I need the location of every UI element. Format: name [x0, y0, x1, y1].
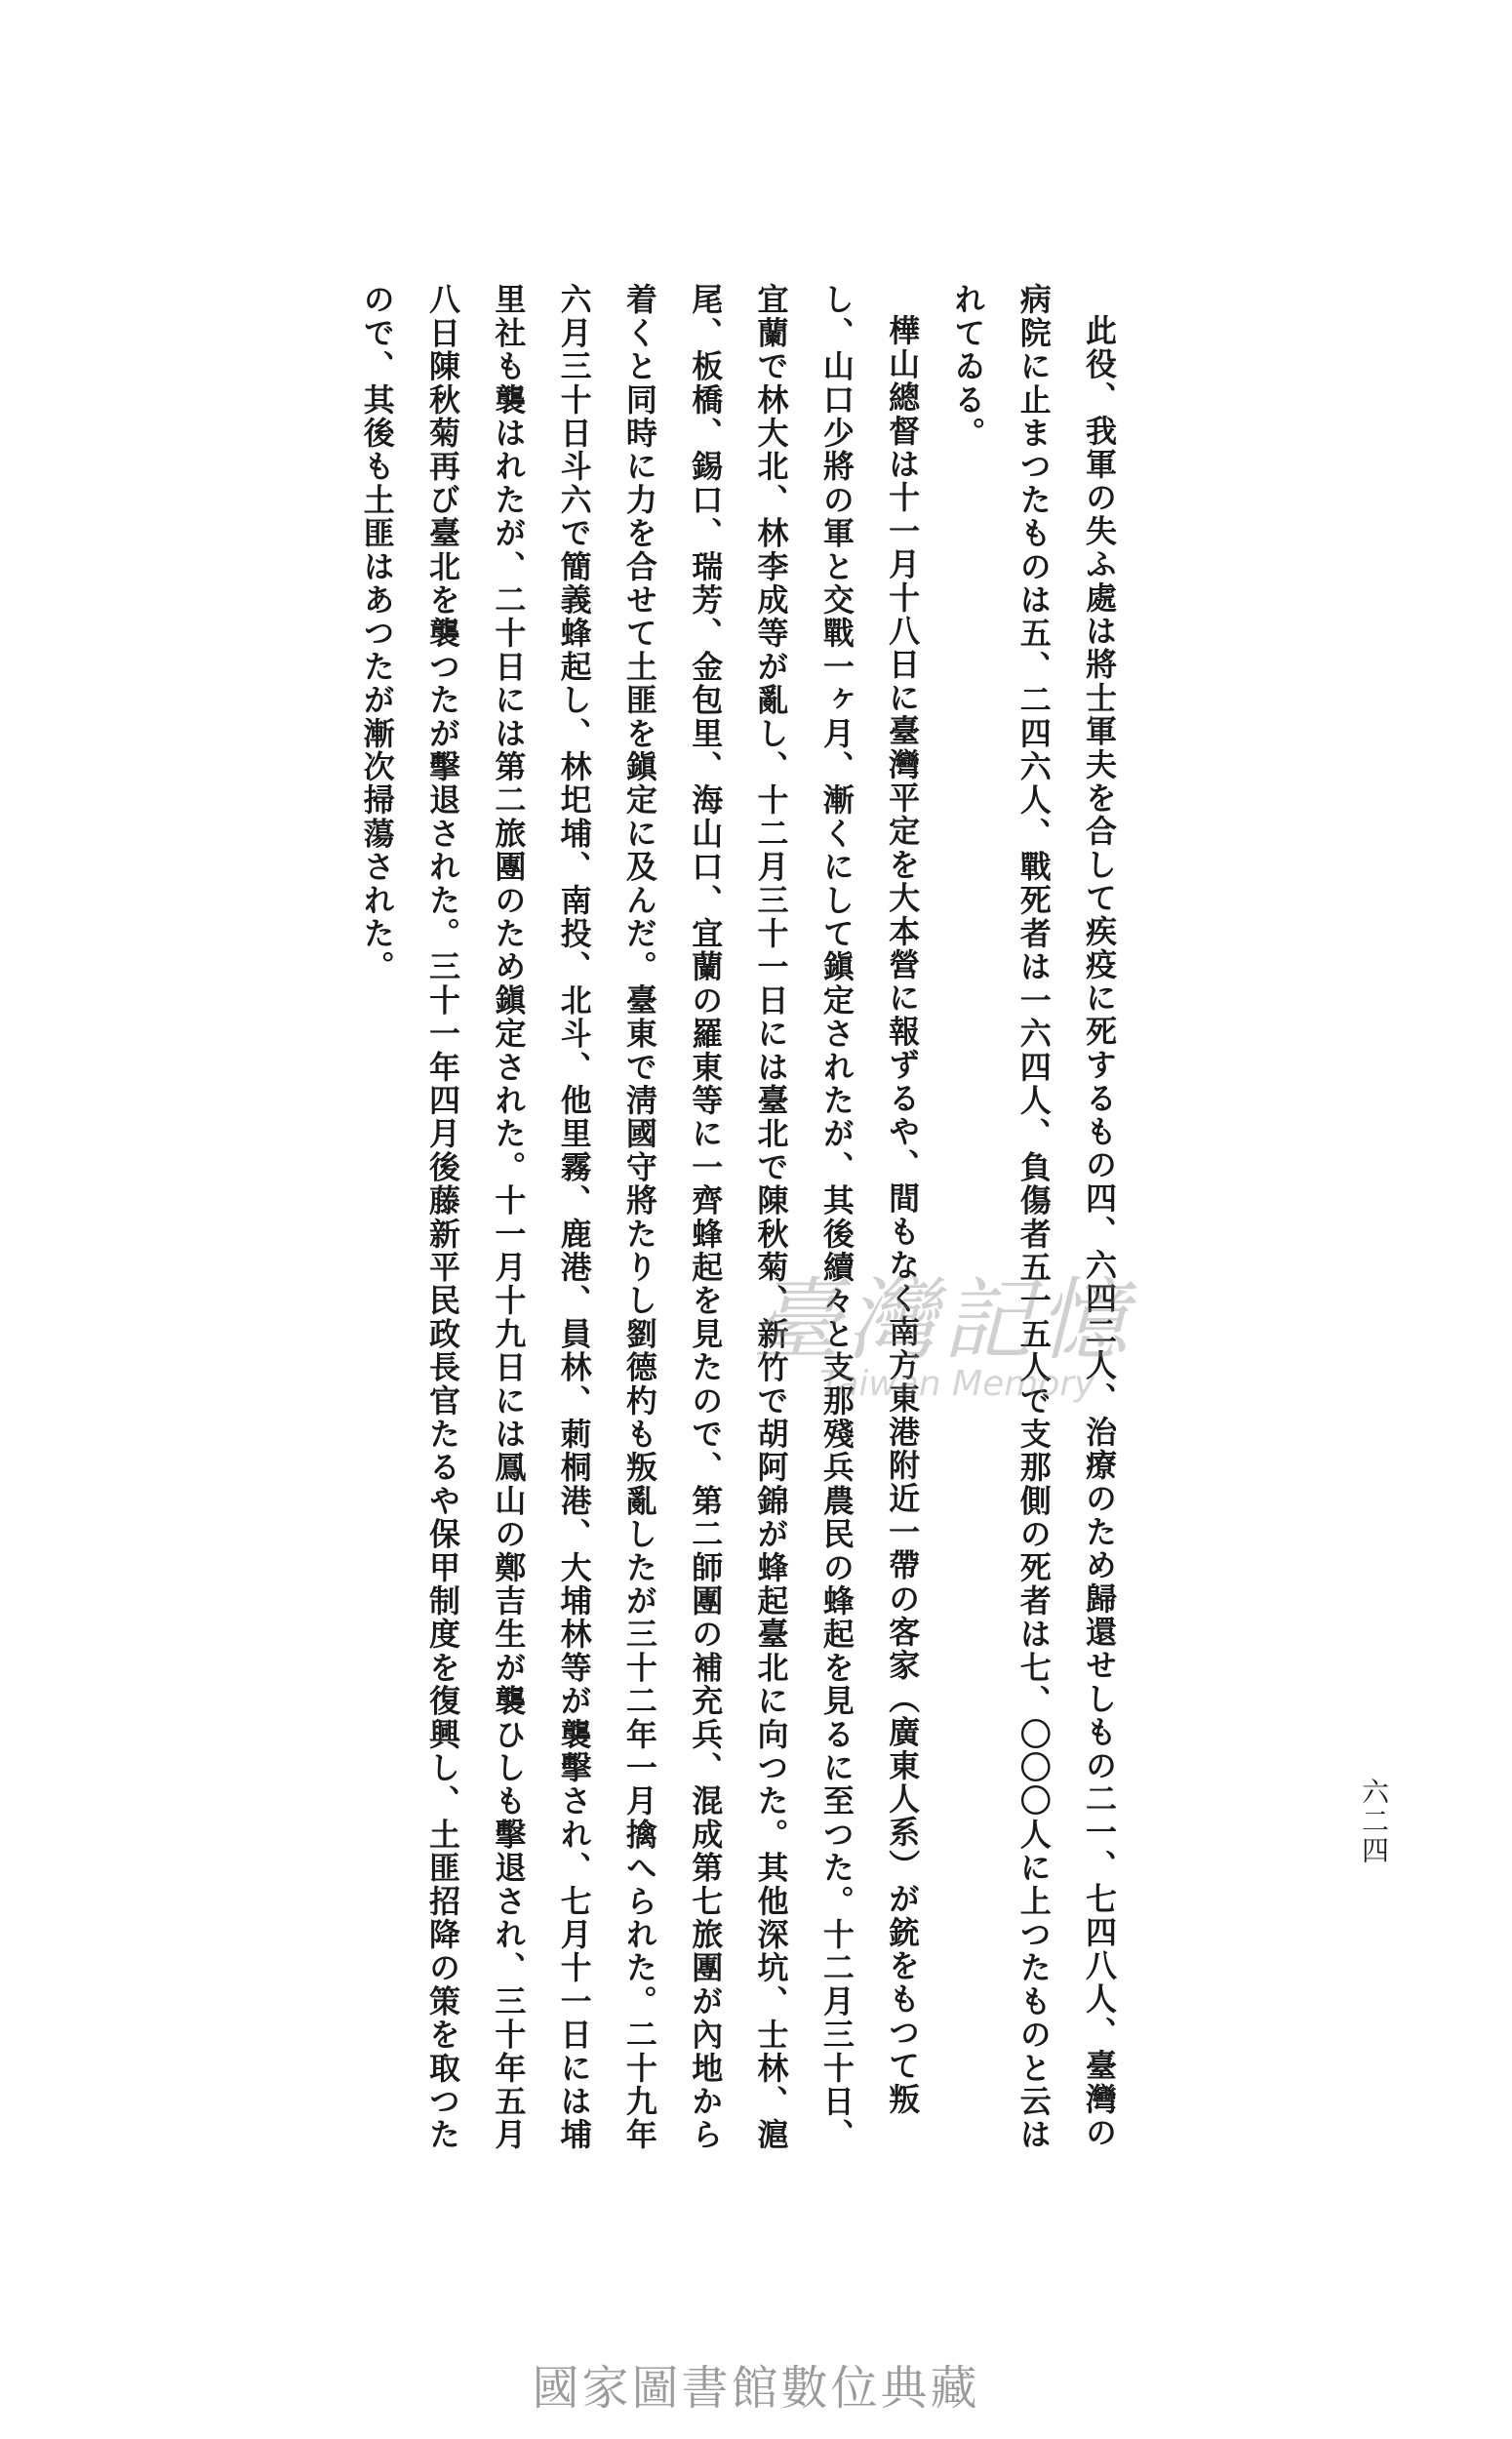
paragraph-1: 此役、我軍の失ふ處は將士軍夫を合して疾疫に死するもの四、六四二人、治療のため歸還せしもの二一、七四八人、臺灣の病院に止まつたものは五、二四六人、戰死者は一六四人、負傷者五一五人で支那側の死者は七、〇〇〇人に上つたものと云はれてゐる。 [949, 283, 1118, 2152]
watermark-subtitle: Taiwan Memory [819, 1364, 1095, 1404]
watermark-title: 臺灣記憶 [751, 1268, 1134, 1373]
paragraph-2: 樺山總督は十一月十八日に臺灣平定を大本營に報ずるや、間もなく南方東港附近一帶の客家（廣東人系）が銃をもつて叛し、山口少將の軍と交戰一ヶ月、漸くにして鎭定されたが、其後續々と支那殘兵農民の蜂起を見るに至つた。十二月三十日、宜蘭で林大北、林李成等が亂し、十二月三十一日には臺北で陳秋菊、新竹で胡阿錦が蜂起臺北に向つた。其他深坑、士林、滬尾、板橋、錫口、瑞芳、金包里、海山口、宜蘭の羅東等に一齊蜂起を見たので、第二師團の補充兵、混成第七旅團が內地から着くと同時に力を合せて土匪を鎭定に及んだ。臺東で淸國守將たりし劉德杓も叛亂したが三十二年一月擒へられた。二十九年六月三十日斗六で簡義蜂起し、林圯埔、南投、北斗、他里霧、鹿港、員林、莿桐港、大埔林等が襲擊され、七月十一日には埔里社も襲はれたが、二十日には第二旅團のため鎭定された。十一月十九日には鳳山の鄭吉生が襲ひしも擊退され、三十年五月八日陳秋菊再び臺北を襲つたが擊退された。三十一年四月後藤新平民政長官たるや保甲制度を復興し、土匪招降の策を取つたので、其後も土匪はあつたが漸次掃蕩された。 [358, 283, 922, 2152]
body-text [358, 283, 1132, 2166]
page-number: 六二四 [1358, 1778, 1390, 1865]
footer-credit: 國家圖書館數位典藏 [532, 2361, 980, 2416]
